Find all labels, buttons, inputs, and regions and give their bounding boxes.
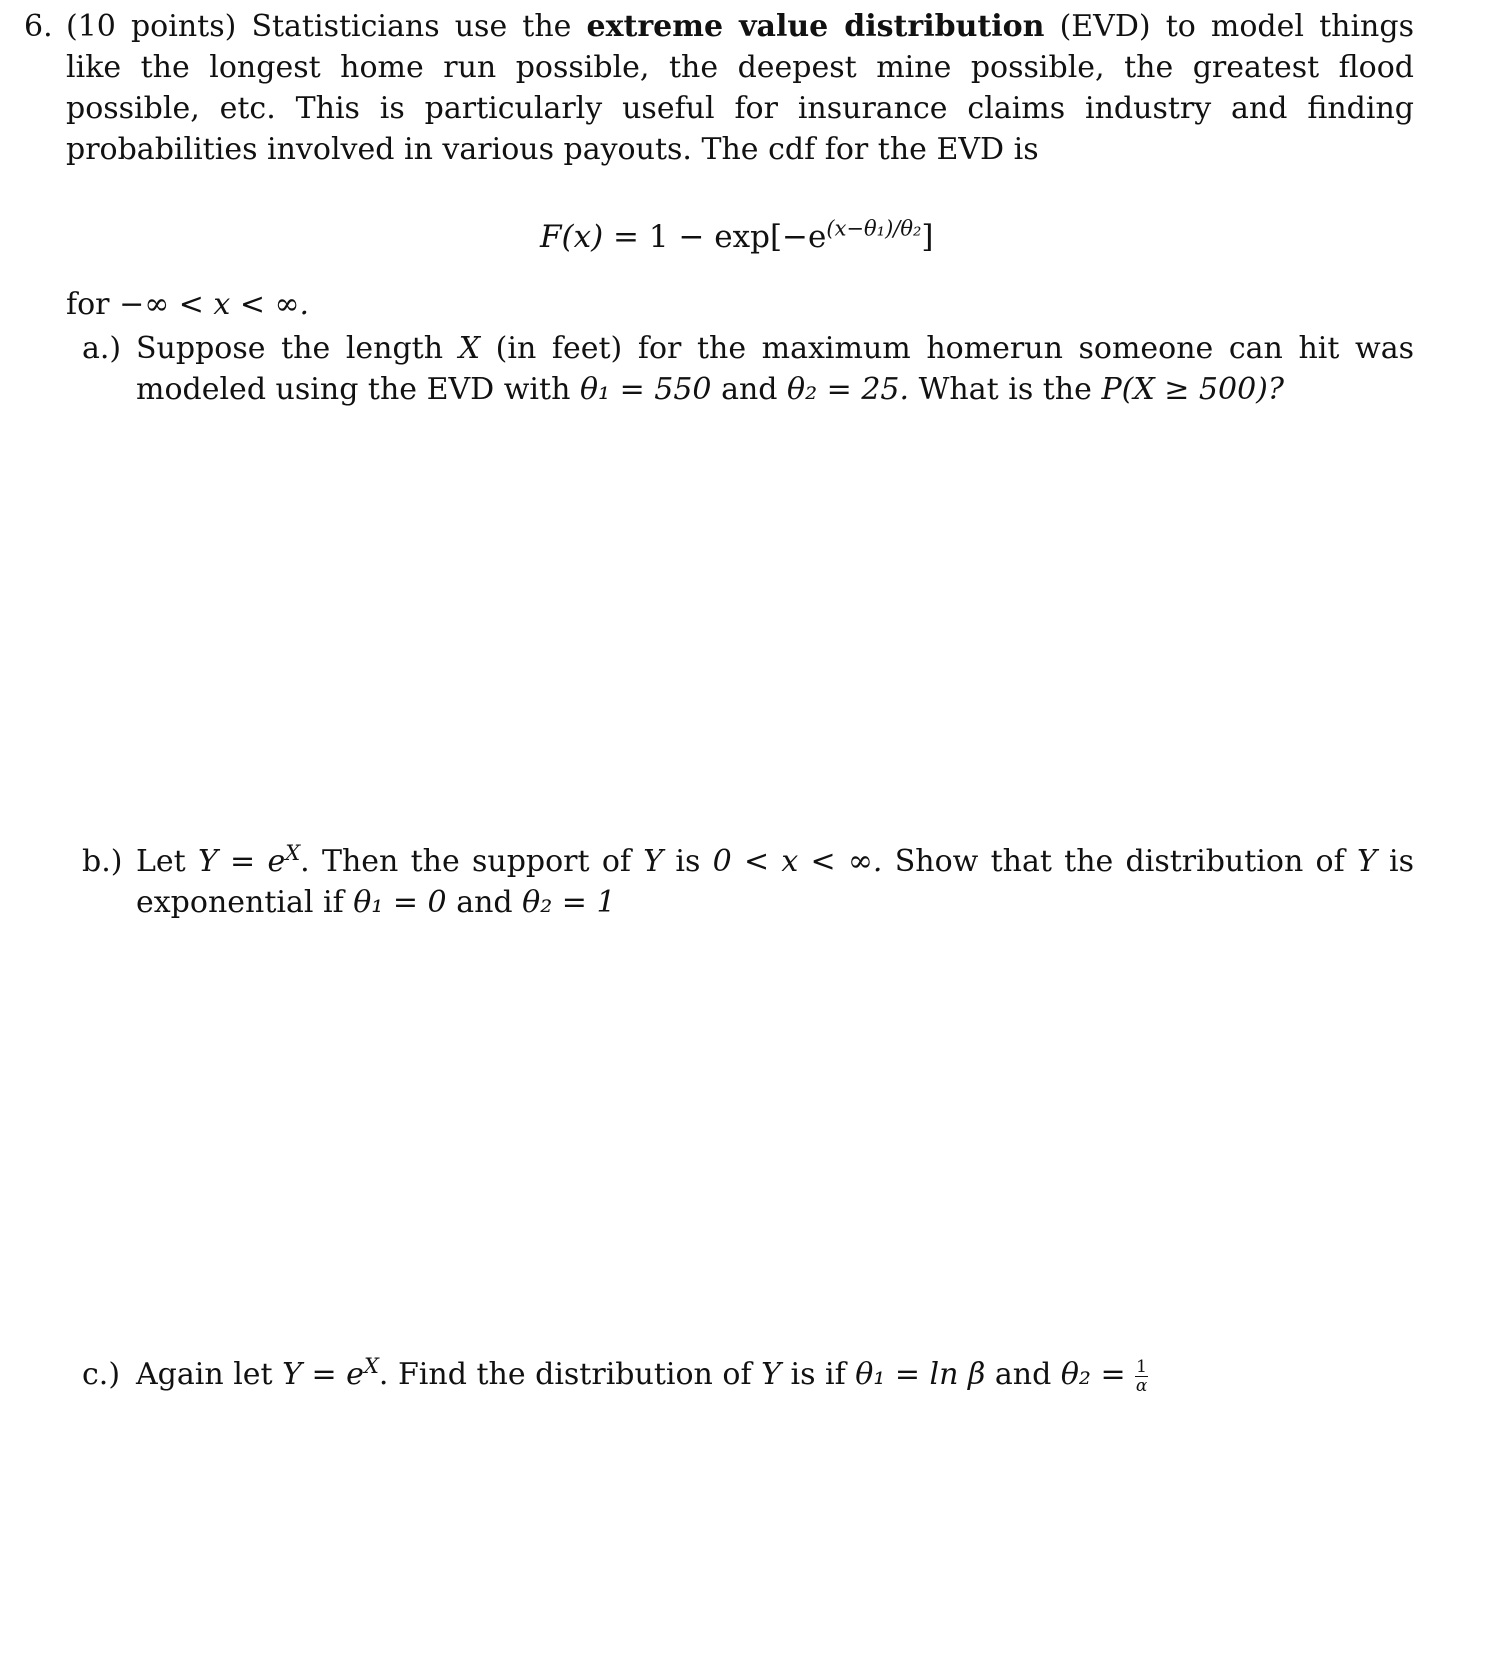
formula-rhs-end: ] xyxy=(921,219,934,255)
formula-exponent: (x−θ₁)/θ₂ xyxy=(826,216,922,241)
part-a-text2: (in feet) for the maximum homerun someone can hit was modeled using the EVD with xyxy=(136,331,1415,407)
part-c-cond2: θ₂ = xyxy=(1060,1357,1126,1392)
part-b-text1: Let xyxy=(136,844,186,879)
support-prefix: for xyxy=(66,287,110,322)
problem-intro xyxy=(66,6,1414,170)
part-b-cond2: θ₂ = 1 xyxy=(522,885,616,920)
part-b-var: Y xyxy=(643,844,664,879)
cdf-formula xyxy=(540,217,934,258)
intro-bold-term: extreme value distribution xyxy=(586,9,1045,44)
fraction-denominator: α xyxy=(1135,1375,1148,1396)
part-b-text3: is xyxy=(675,844,701,879)
support-range: −∞ < x < ∞. xyxy=(119,287,310,322)
support-line xyxy=(66,284,309,325)
part-b-text xyxy=(136,841,1414,923)
part-b-label: b.) xyxy=(82,844,123,879)
part-b-cond: θ₁ = 0 xyxy=(353,885,447,920)
part-c-fraction xyxy=(1135,1358,1148,1395)
part-c-text2: . Find the distribution of xyxy=(378,1357,752,1392)
part-c-label: c.) xyxy=(82,1357,121,1392)
part-a-text1: Suppose the length xyxy=(136,331,444,366)
part-a-label: a.) xyxy=(82,331,122,366)
part-a-text xyxy=(136,328,1414,410)
part-b-def: Y = e xyxy=(198,844,286,879)
part-c-cond: θ₁ = ln β xyxy=(855,1357,986,1392)
part-a-var: X xyxy=(458,331,481,366)
part-b-def-sup: X xyxy=(285,841,301,865)
part-a-text4: What is the xyxy=(918,372,1092,407)
part-c-def: Y = e xyxy=(282,1357,364,1392)
formula-rhs-start: = 1 − exp[−e xyxy=(603,219,827,255)
intro-after: (EVD) to model things like the longest home run possible, the deepest mine possible, the greatest flood possible, etc. This is particularly useful for insurance claims industry and finding probabilities involved in various payouts. The cdf for the EVD is xyxy=(66,9,1414,167)
part-b xyxy=(82,841,1414,923)
problem-number: 6. xyxy=(24,9,53,44)
part-a-prob: P(X ≥ 500)? xyxy=(1101,372,1284,407)
part-c-def-sup: X xyxy=(363,1354,379,1378)
intro-before: Statisticians use the xyxy=(251,9,572,44)
part-b-var2: Y xyxy=(1356,844,1377,879)
formula-lhs: F(x) xyxy=(540,219,604,255)
part-b-text4: Show that the distribution of xyxy=(894,844,1345,879)
problem-6 xyxy=(24,6,1414,170)
part-b-text6: and xyxy=(456,885,513,920)
part-a-text3: and xyxy=(721,372,778,407)
part-a-cond2: θ₂ = 25. xyxy=(787,372,910,407)
problem-points: (10 points) xyxy=(66,9,237,44)
part-c-text3: is if xyxy=(790,1357,846,1392)
part-b-text2: . Then the support of xyxy=(300,844,631,879)
fraction-numerator: 1 xyxy=(1136,1356,1147,1377)
part-c-var: Y xyxy=(761,1357,781,1392)
part-a xyxy=(82,328,1414,410)
part-c-text1: Again let xyxy=(136,1357,273,1392)
part-b-text5: is exponential if xyxy=(136,844,1415,920)
part-c xyxy=(82,1354,1414,1395)
part-c-text4: and xyxy=(994,1357,1052,1392)
part-b-support: 0 < x < ∞. xyxy=(712,844,883,879)
part-a-cond: θ₁ = 550 xyxy=(579,372,712,407)
part-c-text xyxy=(136,1354,1414,1395)
